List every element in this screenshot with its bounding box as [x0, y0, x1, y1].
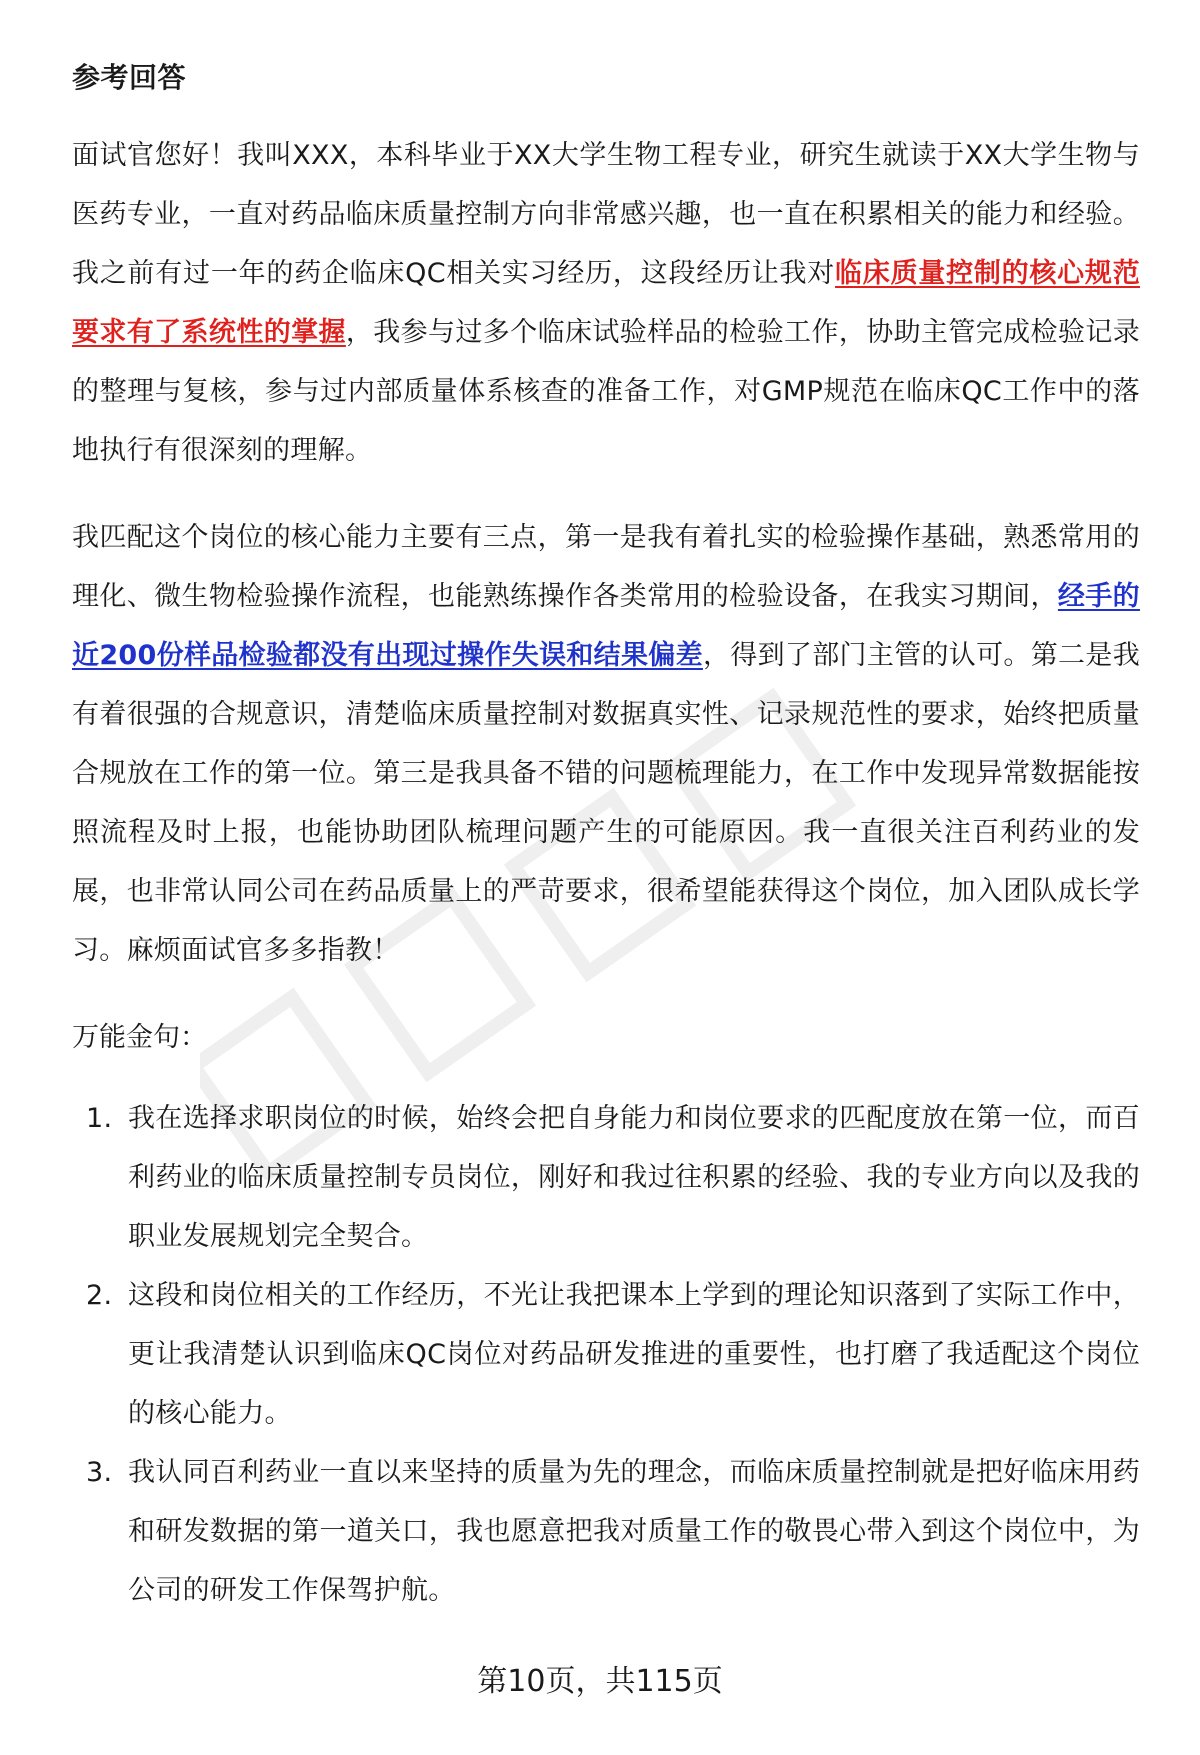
section-heading: 参考回答 [72, 61, 187, 94]
list-item-number: 2. [86, 1280, 113, 1311]
golden-sentences-list [72, 1089, 1140, 1620]
list-item-number: 1. [86, 1103, 113, 1134]
list-item-text: 我认同百利药业一直以来坚持的质量为先的理念，而临床质量控制就是把好临床用药和研发数据的第一道关口，我也愿意把我对质量工作的敬畏心带入到这个岗位中，为公司的研发工作保驾护航。 [128, 1457, 1140, 1606]
list-item-number: 3. [86, 1457, 113, 1488]
golden-sentences-title: 万能金句： [72, 1022, 207, 1053]
abilities-text-1: 我匹配这个岗位的核心能力主要有三点，第一是我有着扎实的检验操作基础，熟悉常用的理化、微生物检验操作流程，也能熟练操作各类常用的检验设备，在我实习期间， [72, 522, 1140, 612]
list-item-text: 这段和岗位相关的工作经历，不光让我把课本上学到的理论知识落到了实际工作中，更让我清楚认识到临床QC岗位对药品研发推进的重要性，也打磨了我适配这个岗位的核心能力。 [128, 1280, 1140, 1429]
abilities-paragraph [72, 508, 1140, 980]
abilities-highlight: 经手的近200份样品检验都没有出现过操作失误和结果偏差 [72, 581, 1140, 671]
intro-paragraph [72, 126, 1140, 480]
abilities-text-2: ，得到了部门主管的认可。第二是我有着很强的合规意识，清楚临床质量控制对数据真实性、记录规范性的要求，始终把质量合规放在工作的第一位。第三是我具备不错的问题梳理能力，在工作中发现异常数据能按照流程及时上报，也能协助团队梳理问题产生的可能原因。我一直很关注百利药业的发展，也非常认同公司在药品质量上的严苛要求，很希望能获得这个岗位，加入团队成长学习。麻烦面试官多多指教！ [72, 640, 1140, 966]
list-item [72, 1089, 1140, 1266]
list-item [72, 1443, 1140, 1620]
intro-text-1: 面试官您好！我叫XXX，本科毕业于XX大学生物工程专业，研究生就读于XX大学生物与医药专业，一直对药品临床质量控制方向非常感兴趣，也一直在积累相关的能力和经验。我之前有过一年的药企临床QC相关实习经历，这段经历让我对 [72, 140, 1140, 289]
list-item-text: 我在选择求职岗位的时候，始终会把自身能力和岗位要求的匹配度放在第一位，而百利药业的临床质量控制专员岗位，刚好和我过往积累的经验、我的专业方向以及我的职业发展规划完全契合。 [128, 1103, 1140, 1252]
intro-text-2: ，我参与过多个临床试验样品的检验工作，协助主管完成检验记录的整理与复核，参与过内部质量体系核查的准备工作，对GMP规范在临床QC工作中的落地执行有很深刻的理解。 [72, 317, 1141, 466]
list-item [72, 1266, 1140, 1443]
intro-highlight: 临床质量控制的核心规范要求有了系统性的掌握 [72, 258, 1140, 348]
page-footer: 第10页，共115页 [477, 1664, 723, 1699]
